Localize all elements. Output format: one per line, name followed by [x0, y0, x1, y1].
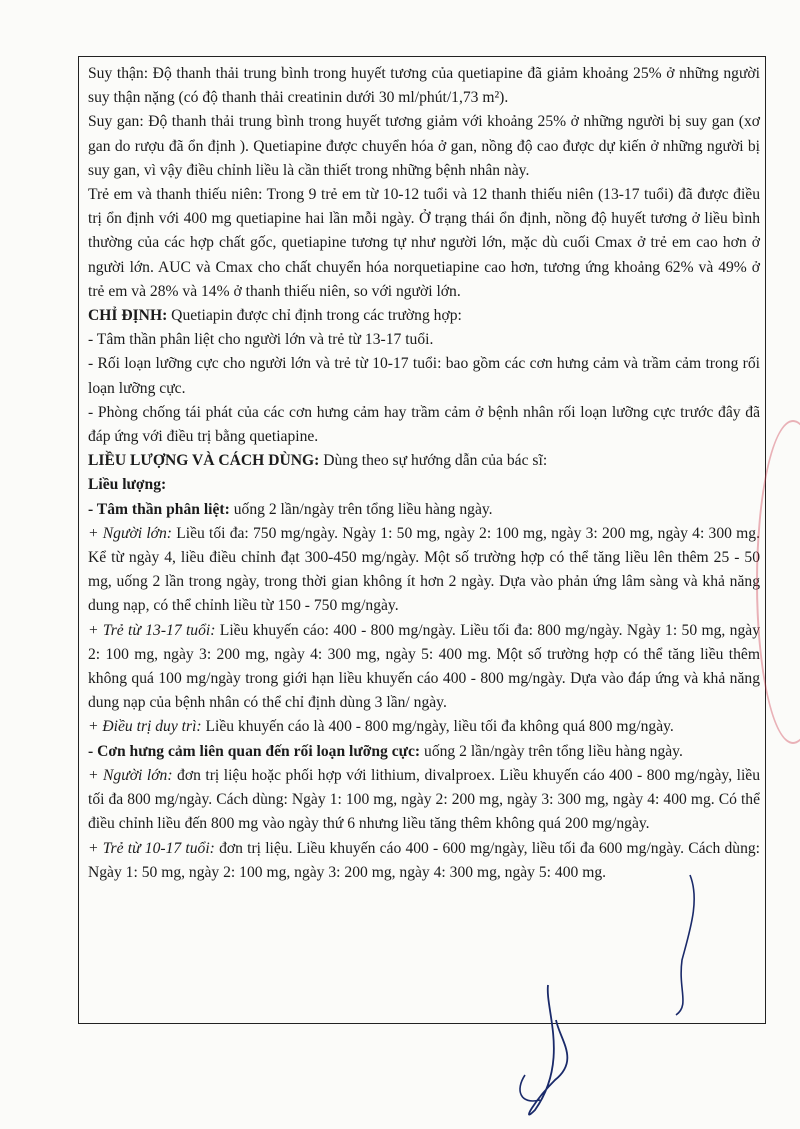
indication-item: - Phòng chống tái phát của các cơn hưng cảm hay trầm cảm ở bệnh nhân rối loạn lưỡng cực trước đây đã đáp ứng với điều trị bằng quetiapine.	[88, 403, 760, 446]
teen-label: + Trẻ từ 13-17 tuổi:	[88, 621, 216, 639]
signature-stroke	[520, 1075, 540, 1101]
paragraph-suy-than: Suy thận: Độ thanh thải trung bình trong huyết tương của quetiapine đã giảm khoảng 25% ở những người suy thận nặng (có độ thanh thải creatinin dưới 30 ml/phút/1,73 m²).	[88, 65, 760, 107]
maintenance-text: Liều khuyến cáo là 400 - 800 mg/ngày, liều tối đa không quá 800 mg/ngày.	[201, 718, 674, 736]
dose-schizophrenia	[88, 498, 760, 522]
mania-child-label: + Trẻ từ 10-17 tuổi:	[88, 839, 215, 857]
paragraph-tre-em: Trẻ em và thanh thiếu niên: Trong 9 trẻ em từ 10-12 tuổi và 12 thanh thiếu niên (13-17 tuổi) đã được điều trị ổn định với 400 mg quetiapine hai lần mỗi ngày. Ở trạng thái ổn định, nồng độ huyết tương ở liều bình thường của các hợp chất gốc, quetiapine tương tự như người lớn, mặc dù cuối Cmax ở trẻ em cao hơn ở người lớn. AUC và Cmax cho chất chuyển hóa norquetiapine cao hơn, tương ứng khoảng 62% và 49% ở trẻ em và 28% và 14% ở thanh thiếu niên, so với người lớn.	[88, 186, 760, 300]
dose-maintenance	[88, 715, 760, 739]
paragraph-suy-gan: Suy gan: Độ thanh thải trung bình trong huyết tương giảm với khoảng 25% ở những người bị suy gan (xơ gan do rượu đã ổn định ). Quetiapine được chuyển hóa ở gan, nồng độ cao được dự kiến ở những người bị suy gan, vì vậy điều chỉnh liều là cần thiết trong những bệnh nhân này.	[88, 113, 760, 179]
document-body	[88, 62, 760, 885]
lieu-luong-intro: Dùng theo sự hướng dẫn của bác sĩ:	[319, 452, 548, 470]
adult-text: Liều tối đa: 750 mg/ngày. Ngày 1: 50 mg, ngày 2: 100 mg, ngày 3: 200 mg, ngày 4: 300 mg. Kể từ ngày 4, liều điều chỉnh đạt 300-450 mg/ngày. Một số trường hợp có thể tăng liều lên thêm 25 - 50 mg, uống 2 lần trong ngày, trong thời gian không ít hơn 2 ngày. Dựa vào phản ứng lâm sàng và khả năng dung nạp, có thể chỉnh liều từ 150 - 750 mg/ngày.	[88, 524, 760, 615]
lieu-luong-heading: LIỀU LƯỢNG VÀ CÁCH DÙNG:	[88, 452, 320, 470]
schizophrenia-heading: - Tâm thần phân liệt:	[88, 500, 230, 518]
adult-label: + Người lớn:	[88, 524, 172, 542]
indication-item: - Rối loạn lưỡng cực cho người lớn và trẻ từ 10-17 tuổi: bao gồm các cơn hưng cảm và trầm cảm trong rối loạn lưỡng cực.	[88, 355, 760, 397]
teen-text: Liều khuyến cáo: 400 - 800 mg/ngày. Liều tối đa: 800 mg/ngày. Ngày 1: 50 mg, ngày 2: 100 mg, ngày 3: 200 mg, ngày 4: 300 mg, ngày 5: 400 mg. Một số trường hợp có thể tăng liều thêm không quá 100 mg/ngày trong giới hạn liều khuyến cáo 400 - 800 mg/ngày. Dựa vào đáp ứng và khả năng dung nạp của bệnh nhân có thể chỉ định dùng 3 lần/ ngày.	[88, 621, 760, 712]
section-lieu-luong	[88, 449, 760, 473]
lieu-luong-subheading: Liều lượng:	[88, 476, 167, 494]
mania-adult-label: + Người lớn:	[88, 766, 173, 784]
section-chi-dinh	[88, 304, 760, 328]
mania-text: uống 2 lần/ngày trên tổng liều hàng ngày.	[420, 742, 683, 760]
dose-mania	[88, 740, 760, 764]
chi-dinh-intro: Quetiapin được chỉ định trong các trường hợp:	[167, 307, 462, 325]
dose-teen	[88, 619, 760, 716]
mania-adult-text: đơn trị liệu hoặc phối hợp với lithium, divalproex. Liều khuyến cáo 400 - 800 mg/ngày, liều tối đa 800 mg/ngày. Cách dùng: Ngày 1: 100 mg, ngày 2: 200 mg, ngày 3: 300 mg, ngày 4: 400 mg. Có thể điều chỉnh liều đến 800 mg vào ngày thứ 6 nhưng liều tăng thêm không quá 200 mg/ngày.	[88, 766, 760, 833]
dose-mania-child	[88, 837, 760, 885]
mania-child-text: đơn trị liệu. Liều khuyến cáo 400 - 600 mg/ngày, liều tối đa 600 mg/ngày. Cách dùng: Ngày 1: 50 mg, ngày 2: 100 mg, ngày 3: 200 mg, ngày 4: 300 mg, ngày 5: 400 mg.	[88, 839, 760, 881]
maintenance-label: + Điều trị duy trì:	[88, 718, 202, 736]
indication-item: - Tâm thần phân liệt cho người lớn và trẻ từ 13-17 tuổi.	[88, 331, 434, 349]
dose-adult	[88, 522, 760, 619]
dose-mania-adult	[88, 764, 760, 837]
mania-heading: - Cơn hưng cảm liên quan đến rối loạn lưỡng cực:	[88, 742, 421, 760]
schizophrenia-text: uống 2 lần/ngày trên tổng liều hàng ngày.	[229, 500, 493, 518]
chi-dinh-heading: CHỈ ĐỊNH:	[88, 307, 168, 325]
